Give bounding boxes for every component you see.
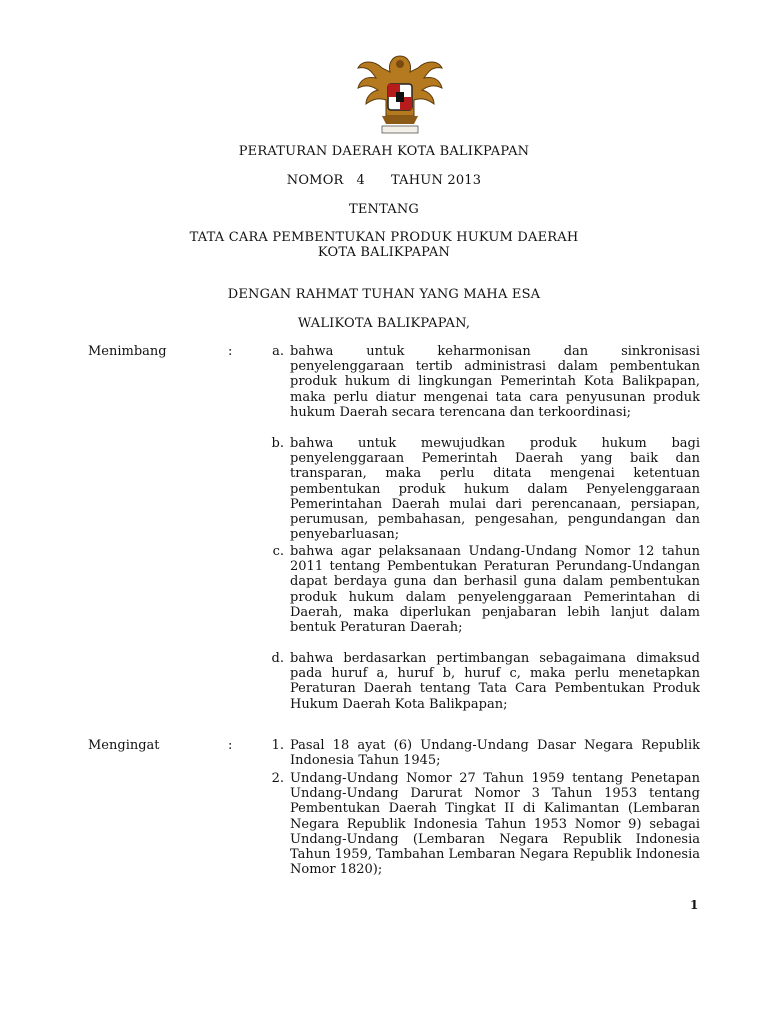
menimbang-item-b [258, 436, 700, 542]
garuda-pancasila-emblem-icon [352, 50, 448, 140]
item-text: Pasal 18 ayat (6) Undang-Undang Dasar Negara Republik Indonesia Tahun 1945; [290, 738, 700, 769]
menimbang-item-d [258, 651, 700, 712]
mengingat-item-1 [258, 738, 700, 768]
item-text: bahwa untuk mewujudkan produk hukum bagi penyelenggaraan Pemerintah Daerah yang baik dan transparan, maka perlu ditata mengenai ketentuan pembentukan produk hukum dalam Penyelenggaraan Pemerintahan Daerah mulai dari perencanaan, persiapan, perumusan, pembahasan, pengesahan, pengundangan dan penyebarluasan; [290, 436, 700, 543]
item-text: bahwa berdasarkan pertimbangan sebagaimana dimaksud pada huruf a, huruf b, huruf c, maka perlu menetapkan Peraturan Daerah tentang Tata Cara Pembentukan Produk Hukum Daerah Kota Balikpapan; [290, 651, 700, 712]
item-text: bahwa untuk keharmonisan dan sinkronisasi penyelenggaraan tertib administrasi dalam pembentukan produk hukum di lingkungan Pemerintah Kota Balikpapan, maka perlu diatur mengenai tata cara penyusunan produk hukum Daerah secara terencana dan terkoordinasi; [290, 344, 700, 420]
about-heading: TENTANG [348, 202, 420, 217]
menimbang-label: Menimbang [88, 344, 167, 359]
item-marker: 2. [271, 771, 284, 786]
menimbang-item-c [258, 544, 700, 635]
item-text: bahwa agar pelaksanaan Undang-Undang Nomor 12 tahun 2011 tentang Pembentukan Peraturan Perundang-Undangan dapat berdaya guna dan berhasil guna dalam pembentukan produk hukum dalam penyelenggaraan Pemerintahan di Daerah, maka diperlukan penjabaran lebih lanjut dalam bentuk Peraturan Daerah; [290, 544, 700, 636]
page-number: 1 [690, 898, 699, 912]
item-marker: d. [271, 651, 284, 666]
blessing-line: DENGAN RAHMAT TUHAN YANG MAHA ESA [227, 287, 541, 302]
item-marker: a. [272, 344, 284, 359]
item-text: Undang-Undang Nomor 27 Tahun 1959 tentang Penetapan Undang-Undang Darurat Nomor 3 Tahun 1953 tentang Pembentukan Daerah Tingkat II di Kalimantan (Lembaran Negara Republik Indonesia Tahun 1953 Nomor 9) sebagai Undang-Undang (Lembaran Negara Republik Indonesia Tahun 1959, Tambahan Lembaran Negara Republik Indonesia Nomor 1820); [290, 771, 701, 878]
item-marker: b. [271, 436, 284, 451]
mayor-line: WALIKOTA BALIKPAPAN, [297, 316, 471, 331]
mengingat-label: Mengingat [88, 738, 160, 753]
subject-line-1: TATA CARA PEMBENTUKAN PRODUK HUKUM DAERAH [189, 230, 579, 245]
menimbang-colon: : [228, 344, 233, 359]
menimbang-item-a [258, 344, 700, 420]
mengingat-item-2 [258, 771, 700, 877]
regulation-number: NOMOR 4 TAHUN 2013 [286, 173, 482, 188]
item-marker: 1. [271, 738, 284, 753]
subject-line-2: KOTA BALIKPAPAN [317, 245, 451, 260]
mengingat-colon: : [228, 738, 233, 753]
regulation-title: PERATURAN DAERAH KOTA BALIKPAPAN [238, 144, 530, 159]
item-marker: c. [272, 544, 284, 559]
